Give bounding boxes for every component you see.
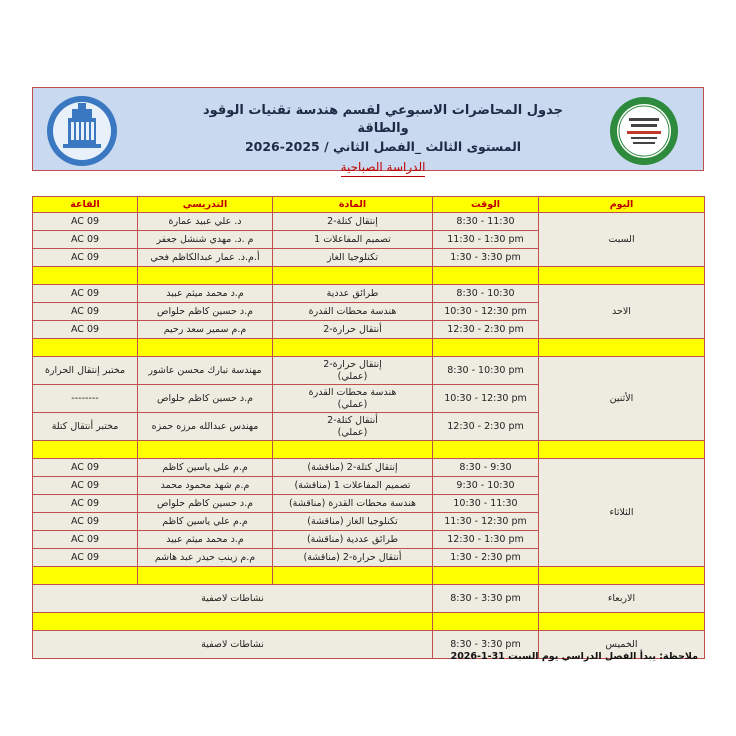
separator-row xyxy=(33,267,705,285)
day-saturday: السبت xyxy=(539,213,705,267)
subject-type: (عملي) xyxy=(337,398,368,410)
lecturer-cell: م.م زينب حيدر عبد هاشم xyxy=(138,549,273,567)
lecturer-cell: م.م شهد محمود محمد xyxy=(138,477,273,495)
schedule-table xyxy=(32,196,705,659)
day-tuesday: الثلاثاء xyxy=(539,459,705,567)
time-cell: 10:30 - 11:30 xyxy=(433,495,539,513)
time-cell: 9:30 - 10:30 xyxy=(433,477,539,495)
title-line-2: المستوى الثالث _الفصل الثاني / 2025-2026 xyxy=(244,139,522,154)
subject-cell: تصميم المفاعلات 1 xyxy=(273,231,433,249)
subject-name: إنتقال حرارة-2 xyxy=(323,358,382,370)
subject-cell: أنتقال حرارة-2 (مناقشة) xyxy=(273,549,433,567)
time-cell: 8:30 - 3:30 pm xyxy=(433,585,539,613)
room-cell: AC 09 xyxy=(33,549,138,567)
room-cell: AC 09 xyxy=(33,231,138,249)
table-row xyxy=(33,213,705,231)
separator-row xyxy=(33,613,705,631)
table-row xyxy=(33,459,705,477)
room-cell: AC 09 xyxy=(33,531,138,549)
col-day: اليوم xyxy=(539,197,705,213)
col-room: القاعة xyxy=(33,197,138,213)
time-cell: 10:30 - 12:30 pm xyxy=(433,303,539,321)
lecturer-cell: مهندس عبدالله مرزه حمزه xyxy=(138,413,273,441)
schedule-sheet xyxy=(30,85,706,671)
subject-cell: هندسة محطات القدرة (مناقشة) xyxy=(273,495,433,513)
day-thursday: الخميس xyxy=(539,631,705,659)
lecturer-cell: م.د حسين كاظم حلواص xyxy=(138,495,273,513)
time-cell: 8:30 - 3:30 pm xyxy=(433,631,539,659)
room-cell: AC 09 xyxy=(33,495,138,513)
lecturer-cell: م.م علي ياسين كاظم xyxy=(138,513,273,531)
lecturer-cell: م.د محمد ميثم عبيد xyxy=(138,285,273,303)
col-time: الوقت xyxy=(433,197,539,213)
lecturer-cell: د. علي عبيد عمارة xyxy=(138,213,273,231)
subject-cell: طرائق عددية xyxy=(273,285,433,303)
subject-cell: طرائق عددية (مناقشة) xyxy=(273,531,433,549)
subject-name: أنتقال كتلة-2 xyxy=(327,414,378,426)
room-cell: AC 09 xyxy=(33,513,138,531)
subject-cell xyxy=(273,357,433,385)
schedule-title xyxy=(183,102,583,177)
room-cell: AC 09 xyxy=(33,303,138,321)
lecturer-cell: م.م سمير سعد رحيم xyxy=(138,321,273,339)
separator-row xyxy=(33,441,705,459)
subject-cell xyxy=(273,413,433,441)
lecturer-cell: مهندسة تبارك محسن عاشور xyxy=(138,357,273,385)
table-row xyxy=(33,285,705,303)
subject-cell: تكنلوجيا الغاز (مناقشة) xyxy=(273,513,433,531)
lecturer-cell: م.م علي ياسين كاظم xyxy=(138,459,273,477)
time-cell: 12:30 - 1:30 pm xyxy=(433,531,539,549)
university-tower-logo-icon xyxy=(45,94,119,168)
lecturer-cell: م.د حسين كاظم حلواص xyxy=(138,303,273,321)
subject-type: (عملي) xyxy=(337,370,368,382)
subject-cell: تصميم المفاعلات 1 (مناقشة) xyxy=(273,477,433,495)
time-cell: 8:30 - 10:30 xyxy=(433,285,539,303)
activity-cell: نشاطات لاصفية xyxy=(33,631,433,659)
time-cell: 8:30 - 10:30 pm xyxy=(433,357,539,385)
room-cell: AC 09 xyxy=(33,213,138,231)
room-cell: AC 09 xyxy=(33,249,138,267)
subject-cell: تكنلوجيا الغاز xyxy=(273,249,433,267)
day-wednesday: الاربعاء xyxy=(539,585,705,613)
lecturer-cell: م.د محمد ميثم عبيد xyxy=(138,531,273,549)
lecturer-cell: م.د حسين كاظم حلواص xyxy=(138,385,273,413)
semester-start-note: ملاحظة: يبدأ الفصل الدراسي يوم السبت 31-1-2026 xyxy=(450,651,698,662)
separator-row xyxy=(33,339,705,357)
schedule-header xyxy=(32,87,704,174)
subject-cell: هندسة محطات القدرة xyxy=(273,303,433,321)
table-row xyxy=(33,357,705,385)
subject-cell: إنتقال كتلة-2 xyxy=(273,213,433,231)
time-cell: 8:30 - 9:30 xyxy=(433,459,539,477)
department-seal-icon xyxy=(609,96,679,166)
time-cell: 1:30 - 3:30 pm xyxy=(433,249,539,267)
room-cell: AC 09 xyxy=(33,321,138,339)
time-cell: 11:30 - 1:30 pm xyxy=(433,231,539,249)
col-lecturer: التدريسي xyxy=(138,197,273,213)
day-monday: الأثنين xyxy=(539,357,705,441)
time-cell: 10:30 - 12:30 pm xyxy=(433,385,539,413)
activity-cell: نشاطات لاصفية xyxy=(33,585,433,613)
room-cell: -------- xyxy=(33,385,138,413)
table-row xyxy=(33,585,705,613)
lecturer-cell: م .د. مهدي شنشل جعفر xyxy=(138,231,273,249)
title-line-1: جدول المحاضرات الاسبوعي لقسم هندسة تقنيات الوقود والطاقة xyxy=(202,103,564,136)
time-cell: 1:30 - 2:30 pm xyxy=(433,549,539,567)
room-cell: AC 09 xyxy=(33,285,138,303)
table-header-row xyxy=(33,197,705,213)
time-cell: 12:30 - 2:30 pm xyxy=(433,321,539,339)
room-cell: مختبر إنتقال الحرارة xyxy=(33,357,138,385)
time-cell: 8:30 - 11:30 xyxy=(433,213,539,231)
subject-name: هندسة محطات القدرة xyxy=(308,386,397,398)
col-subject: المادة xyxy=(273,197,433,213)
separator-row xyxy=(33,567,705,585)
subject-cell: إنتقال كتلة-2 (مناقشة) xyxy=(273,459,433,477)
title-line-3: الدراسة الصباحية xyxy=(341,159,426,177)
time-cell: 12:30 - 2:30 pm xyxy=(433,413,539,441)
subject-type: (عملي) xyxy=(337,426,368,438)
time-cell: 11:30 - 12:30 pm xyxy=(433,513,539,531)
day-sunday: الاحد xyxy=(539,285,705,339)
room-cell: AC 09 xyxy=(33,477,138,495)
room-cell: مختبر أنتقال كتلة xyxy=(33,413,138,441)
subject-cell xyxy=(273,385,433,413)
subject-cell: أنتقال حرارة-2 xyxy=(273,321,433,339)
lecturer-cell: أ.م.د. عمار عبدالكاظم فحي xyxy=(138,249,273,267)
room-cell: AC 09 xyxy=(33,459,138,477)
